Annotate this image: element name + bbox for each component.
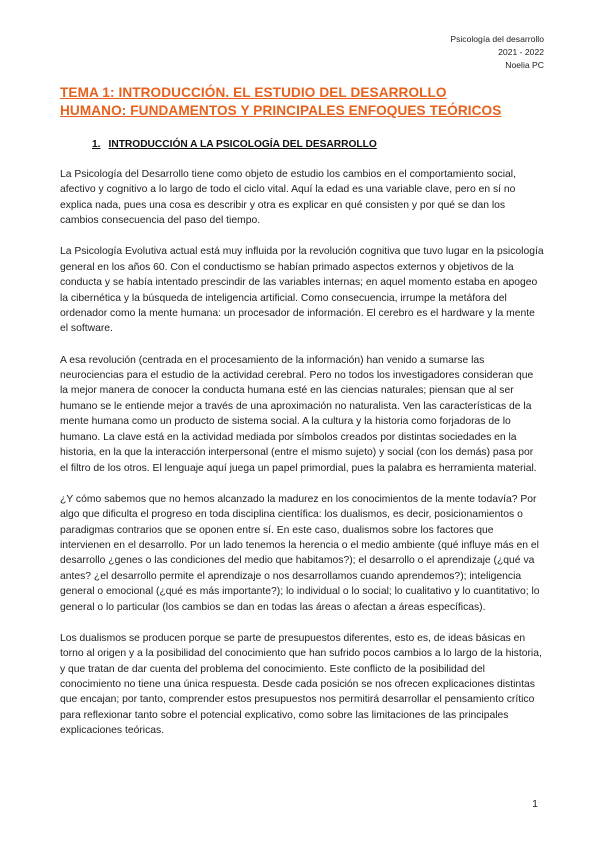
paragraph-5: Los dualismos se producen porque se parte de presupuestos diferentes, esto es, de ideas básicas en torno al origen y a la posibilidad del conocimiento que han sufrido pocos cambios a lo largo de la historia, y que tratan de dar cuenta del problema del conocimiento. Este conflicto de la posibilidad del conocimiento no tiene una única respuesta. Desde cada posición se nos ofrecen explicaciones distintas que encajan; por tanto, comprender estos presupuestos nos permitirá desarrollar el pensamiento crítico para reflexionar tanto sobre el potencial explicativo, como sobre las limitaciones de las principales explicaciones teóricas. xyxy=(60,632,542,737)
header-author: Noelia PC xyxy=(505,60,544,70)
paragraph-2: La Psicología Evolutiva actual está muy influida por la revolución cognitiva que tuvo lugar en la psicología general en los años 60. Con el conductismo se habían primado aspectos externos y objetivos de la conducta y se había intentado prescindir de las variables internas; en aquel momento estaba en apogeo la cibernética y la búsqueda de inteligencia artificial. Como consecuencia, irrumpe la metáfora del ordenador como la mente humana: un procesador de información. El cerebro es el hardware y la mente el software. xyxy=(60,246,544,335)
paragraph-4: ¿Y cómo sabemos que no hemos alcanzado la madurez en los conocimientos de la mente todavía? Por algo que dificulta el progreso en toda disciplina científica: los dualismos, es decir, posicionamientos o paradigmas contrarios que se oponen entre sí. En este caso, dualismos sobre los factores que intervienen en el desarrollo. Por un lado tenemos la herencia o el medio ambiente (qué influye más en el desarrollo ¿genes o las condiciones del medio que habitamos?); el desarrollo o el aprendizaje (¿qué va antes? ¿el desarrollo permite el aprendizaje o nos desarrollamos cuando aprendemos?); inteligencia general o emocional (¿qué es más importante?); lo individual o lo social; lo cualitativo y lo cuantitativo; lo general o lo particular (los cambios se dan en todas las áreas o afectan a áreas específicas). xyxy=(60,493,540,613)
section-label: INTRODUCCIÓN A LA PSICOLOGÍA DEL DESARROLLO xyxy=(108,139,377,150)
document-body xyxy=(60,167,544,754)
header-year: 2021 - 2022 xyxy=(498,47,544,57)
title-line-2: HUMANO: FUNDAMENTOS Y PRINCIPALES ENFOQUES TEÓRICOS xyxy=(60,103,502,118)
paragraph-3: A esa revolución (centrada en el procesamiento de la información) han venido a sumarse las neurociencias para el estudio de la actividad cerebral. Pero no todos los investigadores consideran que la mejor manera de conocer la conducta humana esté en las ciencias naturales; piensan que al ser humano se le entiende mejor a través de una aproximación no naturalista. Ven las características de la mente humana como un producto de sistema social. A la cultura y la historia como forjadoras de lo humano. La clave está en la actividad mediada por símbolos creados por distintas sociedades en la historia, en la que la interacción interpersonal (entre el mismo sujeto) y social (con los demás) pasa por el filtro de los otros. El lenguaje aquí juega un papel primordial, pues la palabra es herramienta material. xyxy=(60,354,537,474)
section-heading xyxy=(92,139,377,150)
page-header xyxy=(450,33,544,72)
header-course: Psicología del desarrollo xyxy=(450,34,544,44)
document-title xyxy=(60,84,546,120)
title-line-1: TEMA 1: INTRODUCCIÓN. EL ESTUDIO DEL DESARROLLO xyxy=(60,85,447,100)
page-number: 1 xyxy=(532,798,538,810)
paragraph-1: La Psicología del Desarrollo tiene como objeto de estudio los cambios en el comportamiento social, afectivo y cognitivo a lo largo de todo el ciclo vital. Aquí la edad es una variable clave, pero en sí no explica nada, pues una cosa es describir y otra es explicar en qué consisten y por qué se dan los cambios consecuencia del paso del tiempo. xyxy=(60,169,516,227)
section-number: 1. xyxy=(92,139,101,150)
